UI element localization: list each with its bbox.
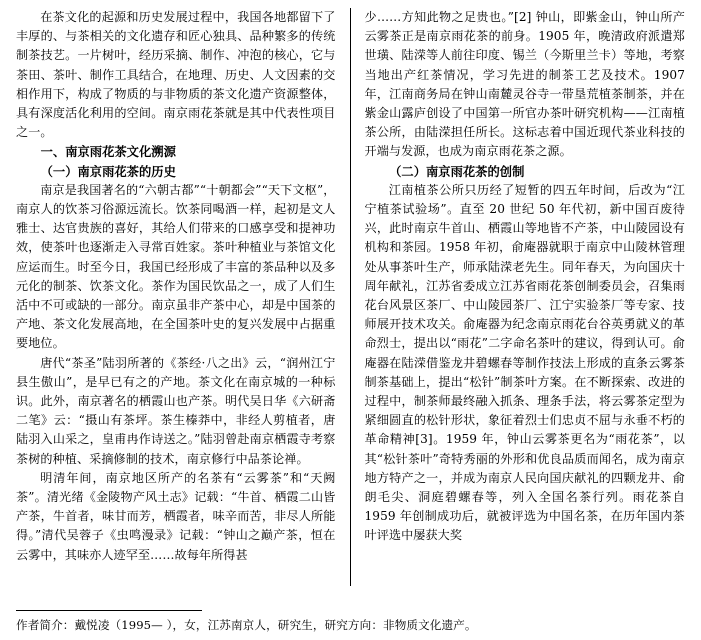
paragraph: 南京是我国著名的“六朝古都”“十朝都会”“天下文枢”，南京人的饮茶习俗源远流长。饮茶同喝酒一样，起初是文人雅士、达官贵族的喜好，其给人们带来的口感享受和提神功效，使茶叶也逐渐走入寻常百姓家。茶叶种植业与茶馆文化应运而生。时至今日，我国已经形成了丰富的茶品种以及多元化的制茶、饮茶文化。茶作为国民饮品之一，成了人们生活中不可或缺的一部分。南京虽非产茶中心，却是中国茶的产地、茶文化发展高地，在全国茶叶史的复兴发展中占据重要地位。 <box>16 182 336 351</box>
subsection-heading-2: （二）南京雨花茶的创制 <box>389 163 525 179</box>
right-column <box>351 8 686 586</box>
footnote-rule <box>16 610 202 611</box>
paragraph: 江南植茶公所只历经了短暂的四五年时间，后改为“江宁植茶试验场”。直至 20 世纪 50 年代初，新中国百废待兴，此时南京牛首山、栖霞山等地皆不产茶，中山陵园设有机构和茶园。1958 年初，俞庵器就职于南京中山陵林管理处从事茶叶生产，师承陆溁老先生。同年春天，为向国庆十周年献礼，江苏省委成立江苏省雨花茶创制委员会，召集雨花台风景区茶厂、中山陵园茶厂、江宁实验茶厂等专家、技师展开技术攻关。俞庵器为纪念南京雨花台谷英勇就义的革命烈士，提出以“雨花”二字命名茶叶的建议，得到认可。俞庵器在陆溁借鉴龙井碧螺春等制作技法上形成的直条云雾茶制茶基础上，提出“松针”制茶叶方案。在不断探索、改进的过程中，制茶师最终融入抓条、理条手法，将云雾茶定型为紧细圆直的松针形状，象征着烈士们忠贞不屈与永垂不朽的革命精神[3]。1959 年，钟山云雾茶更名为“雨花茶”，以其“松针茶叶”奇特秀丽的外形和优良品质而闻名，成为南京地方特产之一，并成为南京人民向国庆献礼的四颗龙井、俞朗毛尖、洞庭碧螺春等，列入全国名茶行列。雨花茶自 1959 年创制成功后，就被评选为中国名茶，在历年国内茶叶评选中屡获大奖 <box>364 182 685 543</box>
paragraph: 少……方知此物之足贵也。”[2] 钟山，即紫金山，钟山所产云雾茶正是南京雨花茶的前身。1905 年，晚清政府派遣郑世璜、陆溁等人前往印度、锡兰（今斯里兰卡）等地，考察当地出产红茶情况，学习先进的制茶工艺及技术。1907 年，江南商务局在钟山南麓灵谷寺一带垦荒植茶制茶，并在紫金山露庐创设了中国第一所官办茶叶研究机构——江南植茶公所，由陆溁担任所长。这标志着中国近现代茶业科技的开端与发源，也成为南京雨花茶之源。 <box>364 10 685 159</box>
paragraph: 唐代“茶圣”陆羽所著的《茶经·八之出》云，“润州江宁县生傲山”，是早已有之的产地。茶文化在南京城的一种标识。此外，南京著名的栖霞山也产茶。明代吴日华《六研斋二笔》云：“摄山有茶坪。茶生榛莽中，非经人剪植者，唐陆羽入山采之，皇甫冉作诗送之。”陆羽曾赴南京栖霞寺考察茶树的种植、采摘修制的技术，南京修行中品茶论禅。 <box>16 355 336 466</box>
section-heading-1: 一、南京雨花茶文化溯源 <box>40 144 176 160</box>
footer <box>16 610 685 634</box>
author-bio-note: 作者简介：戴悦凌（1995— ），女，江苏南京人，研究生，研究方向：非物质文化遗产。 <box>16 618 477 632</box>
paragraph: 明清年间，南京地区所产的名茶有“云雾茶”和“天阙茶”。清光绪《金陵物产风土志》记载：“牛首、栖霞二山皆产茶，牛首者，味甘而芳，栖霞者，味辛而苦，非尽人所能得。”清代吴蓉子《虫鸣漫录》记载：“钟山之巅产茶，恒在云雾中，其味亦人迹罕至……故每年所得甚 <box>16 470 336 562</box>
subsection-heading-1: （一）南京雨花茶的历史 <box>40 163 176 179</box>
two-column-body <box>16 8 685 586</box>
left-column <box>16 8 351 586</box>
paragraph: 在茶文化的起源和历史发展过程中，我国各地都留下了丰厚的、与茶相关的文化遗存和匠心独具、品种繁多的传统制茶技艺。一片树叶，经历采摘、制作、冲泡的核心，它与茶田、茶叶、制作工具结合，在地理、历史、人文因素的交相作用下，构成了物质的与非物质的茶文化遗产资源整体，具有深度活化利用的空间。南京雨花茶就是其中代表性项目之一。 <box>16 10 336 140</box>
